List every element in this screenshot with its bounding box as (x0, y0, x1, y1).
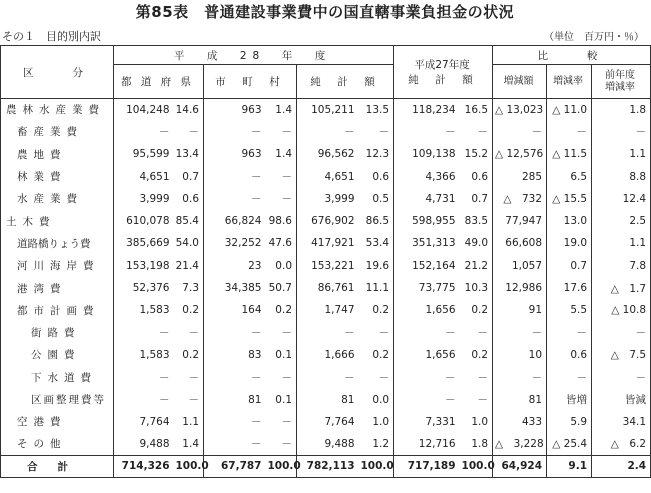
cell-diff: 81 (493, 388, 547, 410)
cell-net-ratio: 0.2 (359, 344, 394, 366)
cell-h27-ratio: 100.0 (460, 455, 493, 477)
cell-pref-ratio: 13.4 (174, 143, 204, 165)
table-row (1, 321, 651, 343)
row-label: その他 (1, 433, 114, 455)
header-compare: 比 較 (493, 46, 651, 65)
cell-pref-ratio: 0.7 (174, 165, 204, 187)
cell-h27-amount: 7,331 (394, 411, 460, 433)
cell-pref-ratio: 0.2 (174, 344, 204, 366)
cell-muni-amount: － (204, 165, 266, 187)
cell-pref-amount: 1,583 (114, 299, 174, 321)
cell-prev-rate: 1.8 (592, 99, 651, 121)
cell-rate: △ 11.5 (547, 143, 592, 165)
cell-net-ratio: － (359, 121, 394, 143)
cell-pref-amount: 153,198 (114, 255, 174, 277)
cell-diff: △ 13,023 (493, 99, 547, 121)
cell-pref-ratio: 0.6 (174, 188, 204, 210)
header-pref: 都 道 府 県 (114, 65, 204, 99)
cell-muni-ratio: － (266, 433, 297, 455)
cell-muni-ratio: － (266, 411, 297, 433)
cell-net-ratio: 1.2 (359, 433, 394, 455)
cell-pref-amount: 9,488 (114, 433, 174, 455)
header-net: 純 計 額 (297, 65, 394, 99)
cell-diff: 285 (493, 165, 547, 187)
cell-rate: － (547, 121, 592, 143)
cell-net-amount: 81 (297, 388, 359, 410)
cell-diff: 433 (493, 411, 547, 433)
cell-muni-amount: 23 (204, 255, 266, 277)
cell-diff: △ 732 (493, 188, 547, 210)
header-h28: 平 成 28 年 度 (114, 46, 394, 65)
cell-net-amount: 4,651 (297, 165, 359, 187)
cell-muni-ratio: 47.6 (266, 232, 297, 254)
cell-muni-ratio: 0.2 (266, 299, 297, 321)
cell-net-ratio: 1.0 (359, 411, 394, 433)
total-row (1, 455, 651, 477)
table-row (1, 210, 651, 232)
cell-net-amount: 9,488 (297, 433, 359, 455)
cell-muni-amount: － (204, 188, 266, 210)
cell-h27-amount: 4,731 (394, 188, 460, 210)
cell-net-amount: 96,562 (297, 143, 359, 165)
cell-prev-rate: － (592, 321, 651, 343)
header-diff: 増減額 (493, 65, 547, 99)
cell-net-amount: 153,221 (297, 255, 359, 277)
cell-diff: － (493, 366, 547, 388)
cell-h27-ratio: 21.2 (460, 255, 493, 277)
cell-prev-rate: △ 10.8 (592, 299, 651, 321)
cell-pref-amount: － (114, 366, 174, 388)
cell-pref-ratio: 54.0 (174, 232, 204, 254)
cell-muni-amount: － (204, 433, 266, 455)
cell-h27-ratio: 16.5 (460, 99, 493, 121)
cell-diff: 64,924 (493, 455, 547, 477)
unit-note: （単位 百万円・％） (544, 32, 644, 43)
cell-h27-amount: 73,775 (394, 277, 460, 299)
cell-pref-amount: 52,376 (114, 277, 174, 299)
cell-pref-ratio: － (174, 321, 204, 343)
cell-pref-amount: 1,583 (114, 344, 174, 366)
cell-diff: △ 3,228 (493, 433, 547, 455)
cell-h27-amount: － (394, 121, 460, 143)
cell-muni-amount: － (204, 321, 266, 343)
cell-diff: 1,057 (493, 255, 547, 277)
cell-prev-rate: △ 7.5 (592, 344, 651, 366)
cell-muni-amount: － (204, 411, 266, 433)
header-h27-line2: 純 計 額 (408, 74, 476, 86)
cell-pref-ratio: － (174, 388, 204, 410)
cell-h27-ratio: － (460, 366, 493, 388)
cell-rate: 9.1 (547, 455, 592, 477)
cell-diff: 12,986 (493, 277, 547, 299)
row-label: 都市計画費 (1, 299, 114, 321)
cell-net-ratio: 13.5 (359, 99, 394, 121)
cell-h27-amount: － (394, 388, 460, 410)
table-row (1, 299, 651, 321)
cell-muni-ratio: － (266, 121, 297, 143)
cell-h27-amount: 4,366 (394, 165, 460, 187)
cell-prev-rate: － (592, 366, 651, 388)
cell-prev-rate: 8.8 (592, 165, 651, 187)
cell-h27-ratio: － (460, 321, 493, 343)
cell-net-ratio: － (359, 321, 394, 343)
cell-muni-ratio: 98.6 (266, 210, 297, 232)
cell-muni-amount: 81 (204, 388, 266, 410)
cell-pref-ratio: 85.4 (174, 210, 204, 232)
cell-rate: 皆増 (547, 388, 592, 410)
cell-prev-rate: 2.4 (592, 455, 651, 477)
cell-h27-amount: 12,716 (394, 433, 460, 455)
cell-muni-ratio: 1.4 (266, 143, 297, 165)
cell-pref-ratio: 1.1 (174, 411, 204, 433)
cell-pref-amount: 3,999 (114, 188, 174, 210)
cell-net-amount: 105,211 (297, 99, 359, 121)
cell-h27-ratio: － (460, 388, 493, 410)
cell-net-amount: 1,747 (297, 299, 359, 321)
cell-net-amount: 417,921 (297, 232, 359, 254)
table-row (1, 143, 651, 165)
cell-net-amount: － (297, 121, 359, 143)
cell-diff: △ 12,576 (493, 143, 547, 165)
table-row (1, 344, 651, 366)
cell-net-amount: 86,761 (297, 277, 359, 299)
table-row (1, 388, 651, 410)
cell-prev-rate: 34.1 (592, 411, 651, 433)
cell-net-ratio: 53.4 (359, 232, 394, 254)
cell-net-ratio: 0.0 (359, 388, 394, 410)
header-rate: 増減率 (547, 65, 592, 99)
cell-net-ratio: 0.5 (359, 188, 394, 210)
cell-muni-ratio: 50.7 (266, 277, 297, 299)
row-label: 農林水産業費 (1, 99, 114, 121)
cell-net-ratio: 100.0 (359, 455, 394, 477)
cell-muni-amount: 83 (204, 344, 266, 366)
cell-prev-rate: 1.1 (592, 143, 651, 165)
cell-net-ratio: 86.5 (359, 210, 394, 232)
cell-rate: 0.6 (547, 344, 592, 366)
cell-muni-amount: 963 (204, 143, 266, 165)
data-table (0, 45, 651, 478)
header-prev-rate-line2: 増減率 (605, 81, 636, 93)
cell-h27-ratio: 15.2 (460, 143, 493, 165)
cell-rate: △ 11.0 (547, 99, 592, 121)
cell-rate: 0.7 (547, 255, 592, 277)
cell-net-ratio: 12.3 (359, 143, 394, 165)
cell-h27-ratio: 1.8 (460, 433, 493, 455)
header-prev-rate (592, 65, 651, 99)
cell-muni-ratio: 0.1 (266, 388, 297, 410)
cell-muni-amount: 164 (204, 299, 266, 321)
cell-pref-amount: － (114, 321, 174, 343)
cell-pref-ratio: 14.6 (174, 99, 204, 121)
cell-net-amount: 7,764 (297, 411, 359, 433)
cell-pref-amount: 714,326 (114, 455, 174, 477)
cell-h27-ratio: 0.6 (460, 165, 493, 187)
cell-h27-ratio: 0.2 (460, 344, 493, 366)
cell-pref-ratio: 100.0 (174, 455, 204, 477)
cell-rate: － (547, 321, 592, 343)
table-row (1, 121, 651, 143)
cell-muni-ratio: 1.4 (266, 99, 297, 121)
cell-rate: 19.0 (547, 232, 592, 254)
row-label: 河川海岸費 (1, 255, 114, 277)
cell-h27-amount: 109,138 (394, 143, 460, 165)
cell-h27-ratio: 0.7 (460, 188, 493, 210)
cell-muni-ratio: － (266, 321, 297, 343)
cell-net-ratio: 19.6 (359, 255, 394, 277)
cell-diff: 77,947 (493, 210, 547, 232)
cell-h27-amount: 1,656 (394, 299, 460, 321)
cell-net-amount: 676,902 (297, 210, 359, 232)
cell-muni-amount: 66,824 (204, 210, 266, 232)
cell-net-ratio: 0.2 (359, 299, 394, 321)
cell-pref-amount: 385,669 (114, 232, 174, 254)
cell-net-amount: － (297, 321, 359, 343)
cell-rate: 17.6 (547, 277, 592, 299)
cell-muni-ratio: 0.1 (266, 344, 297, 366)
cell-rate: － (547, 366, 592, 388)
cell-pref-ratio: 7.3 (174, 277, 204, 299)
cell-muni-ratio: － (266, 188, 297, 210)
cell-pref-ratio: 21.4 (174, 255, 204, 277)
table-row (1, 433, 651, 455)
cell-h27-amount: 598,955 (394, 210, 460, 232)
cell-diff: － (493, 121, 547, 143)
cell-pref-amount: 104,248 (114, 99, 174, 121)
page-title: 第85表 普通建設事業費中の国直轄事業負担金の状況 (135, 3, 515, 21)
cell-rate: 5.5 (547, 299, 592, 321)
cell-h27-amount: － (394, 321, 460, 343)
cell-pref-amount: 95,599 (114, 143, 174, 165)
cell-rate: 5.9 (547, 411, 592, 433)
cell-pref-amount: 4,651 (114, 165, 174, 187)
cell-h27-ratio: 10.3 (460, 277, 493, 299)
cell-pref-ratio: 0.2 (174, 299, 204, 321)
cell-muni-amount: 67,787 (204, 455, 266, 477)
cell-net-ratio: 11.1 (359, 277, 394, 299)
row-label: 空港費 (1, 411, 114, 433)
cell-pref-amount: － (114, 388, 174, 410)
table-row (1, 165, 651, 187)
cell-prev-rate: 皆減 (592, 388, 651, 410)
table-row (1, 99, 651, 121)
cell-prev-rate: 12.4 (592, 188, 651, 210)
cell-net-amount: 3,999 (297, 188, 359, 210)
cell-pref-amount: 7,764 (114, 411, 174, 433)
table-row (1, 411, 651, 433)
row-label: 道路橋りょう費 (1, 232, 114, 254)
row-label: 水産業費 (1, 188, 114, 210)
cell-h27-amount: 152,164 (394, 255, 460, 277)
cell-rate: 13.0 (547, 210, 592, 232)
header-h27-line1: 平成27年度 (414, 59, 470, 71)
cell-prev-rate: － (592, 121, 651, 143)
header-muni: 市 町 村 (204, 65, 297, 99)
table-subtitle: その１ 目的別内訳 (2, 30, 101, 43)
row-label: 下水道費 (1, 366, 114, 388)
cell-diff: 10 (493, 344, 547, 366)
cell-diff: 66,608 (493, 232, 547, 254)
cell-muni-ratio: 0.0 (266, 255, 297, 277)
cell-pref-ratio: － (174, 366, 204, 388)
cell-net-amount: － (297, 366, 359, 388)
cell-muni-amount: 34,385 (204, 277, 266, 299)
row-label: 街路費 (1, 321, 114, 343)
cell-h27-ratio: 0.2 (460, 299, 493, 321)
cell-muni-ratio: 100.0 (266, 455, 297, 477)
cell-net-ratio: 0.6 (359, 165, 394, 187)
cell-net-amount: 1,666 (297, 344, 359, 366)
cell-muni-amount: 32,252 (204, 232, 266, 254)
cell-h27-ratio: 49.0 (460, 232, 493, 254)
table-row (1, 188, 651, 210)
cell-net-amount: 782,113 (297, 455, 359, 477)
cell-muni-amount: － (204, 121, 266, 143)
row-label: 土木費 (1, 210, 114, 232)
table-row (1, 255, 651, 277)
cell-muni-ratio: － (266, 165, 297, 187)
cell-rate: △ 15.5 (547, 188, 592, 210)
cell-diff: － (493, 321, 547, 343)
header-prev-rate-line1: 前年度 (605, 69, 636, 81)
table-row (1, 366, 651, 388)
cell-prev-rate: △ 1.7 (592, 277, 651, 299)
row-label: 公園費 (1, 344, 114, 366)
cell-pref-ratio: 1.4 (174, 433, 204, 455)
cell-h27-amount: 118,234 (394, 99, 460, 121)
header-h27 (394, 46, 493, 99)
cell-prev-rate: 7.8 (592, 255, 651, 277)
row-label: 合計 (1, 455, 114, 477)
row-label: 区画整理費等 (1, 388, 114, 410)
cell-h27-amount: 717,189 (394, 455, 460, 477)
cell-h27-ratio: － (460, 121, 493, 143)
cell-net-ratio: － (359, 366, 394, 388)
cell-muni-amount: － (204, 366, 266, 388)
header-category: 区 分 (1, 46, 114, 99)
cell-h27-amount: 351,313 (394, 232, 460, 254)
cell-h27-ratio: 1.0 (460, 411, 493, 433)
cell-h27-amount: 1,656 (394, 344, 460, 366)
cell-muni-ratio: － (266, 366, 297, 388)
table-row (1, 277, 651, 299)
cell-rate: 6.5 (547, 165, 592, 187)
row-label: 農地費 (1, 143, 114, 165)
cell-muni-amount: 963 (204, 99, 266, 121)
row-label: 畜産業費 (1, 121, 114, 143)
table-row (1, 232, 651, 254)
cell-h27-ratio: 83.5 (460, 210, 493, 232)
cell-h27-amount: － (394, 366, 460, 388)
cell-prev-rate: 2.5 (592, 210, 651, 232)
row-label: 港湾費 (1, 277, 114, 299)
cell-pref-amount: 610,078 (114, 210, 174, 232)
cell-prev-rate: △ 6.2 (592, 433, 651, 455)
cell-diff: 91 (493, 299, 547, 321)
cell-rate: △ 25.4 (547, 433, 592, 455)
cell-prev-rate: 1.1 (592, 232, 651, 254)
cell-pref-amount: － (114, 121, 174, 143)
row-label: 林業費 (1, 165, 114, 187)
cell-pref-ratio: － (174, 121, 204, 143)
